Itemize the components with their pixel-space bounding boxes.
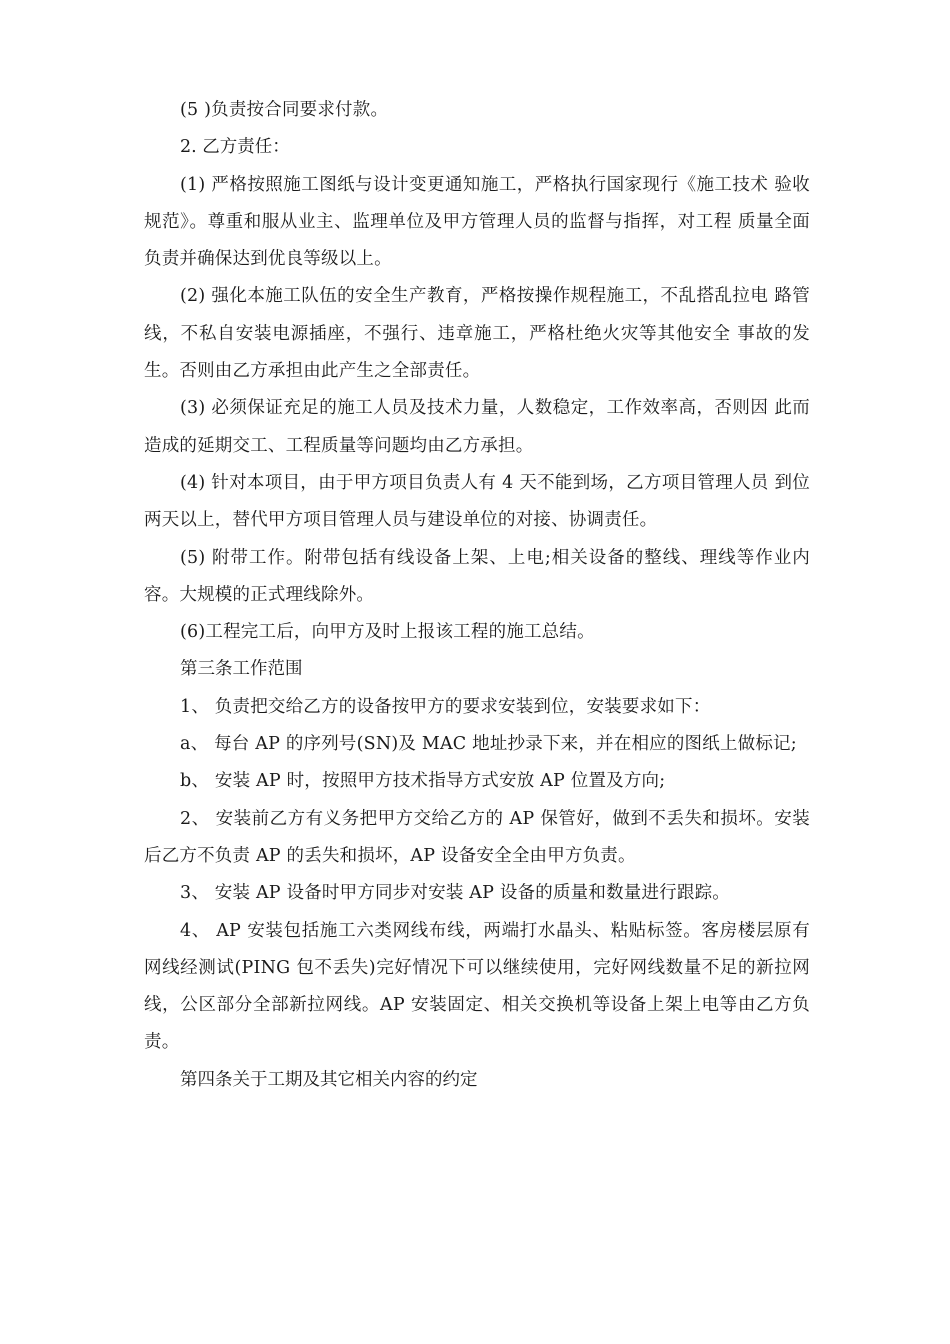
paragraph-scope-item-1: 1、 负责把交给乙方的设备按甲方的要求安装到位，安装要求如下：: [180, 696, 711, 717]
paragraph-scope-item-a: a、 每台 AP 的序列号(SN)及 MAC 地址抄录下来，并在相应的图纸上做标记;: [180, 734, 797, 755]
paragraph-scope-item-4: 4、 AP 安装包括施工六类网线布线，两端打水晶头、粘贴标签。客房楼层原有网线经测试(PING 包不丢失)完好情况下可以继续使用，完好网线数量不足的新拉网线，公区部分全部新拉网线。AP 安装固定、相关交换机等设备上架上电等由乙方负责。: [144, 920, 810, 1053]
paragraph-payment-duty: (5 )负责按合同要求付款。: [180, 100, 389, 120]
paragraph-ancillary-work: (5) 附带工作。附带包括有线设备上架、上电;相关设备的整线、理线等作业内容。大规模的正式理线除外。: [144, 547, 810, 605]
paragraph-safety-education: (2) 强化本施工队伍的安全生产教育，严格按操作规程施工，不乱搭乱拉电 路管线，不私自安装电源插座，不强行、违章施工，严格杜绝火灾等其他安全 事故的发生。否则由乙方承担由此产生之全部责任。: [144, 286, 810, 382]
paragraph-project-coordination: (4) 针对本项目，由于甲方项目负责人有 4 天不能到场，乙方项目管理人员 到位两天以上，替代甲方项目管理人员与建设单位的对接、协调责任。: [144, 472, 810, 531]
paragraph-completion-report: (6)工程完工后，向甲方及时上报该工程的施工总结。: [180, 622, 595, 643]
paragraph-scope-item-3: 3、 安装 AP 设备时甲方同步对安装 AP 设备的质量和数量进行跟踪。: [180, 883, 730, 904]
heading-party-b-responsibility: 2. 乙方责任：: [180, 137, 290, 158]
heading-article-3-scope: 第三条工作范围: [180, 659, 303, 680]
paragraph-scope-item-2: 2、 安装前乙方有义务把甲方交给乙方的 AP 保管好，做到不丢失和损坏。安装后乙方不负责 AP 的丢失和损坏，AP 设备安全全由甲方负责。: [144, 808, 810, 866]
paragraph-staffing: (3) 必须保证充足的施工人员及技术力量，人数稳定，工作效率高，否则因 此而造成的延期交工、工程质量等问题均由乙方承担。: [144, 398, 810, 456]
paragraph-construction-standards: (1) 严格按照施工图纸与设计变更通知施工，严格执行国家现行《施工技术 验收规范》。尊重和服从业主、监理单位及甲方管理人员的监督与指挥，对工程 质量全面负责并确保达到优良等级以上。: [144, 174, 810, 270]
heading-article-4-schedule: 第四条关于工期及其它相关内容的约定: [180, 1069, 478, 1090]
document-body: [144, 92, 810, 1099]
paragraph-scope-item-b: b、 安装 AP 时，按照甲方技术指导方式安放 AP 位置及方向;: [180, 771, 666, 792]
